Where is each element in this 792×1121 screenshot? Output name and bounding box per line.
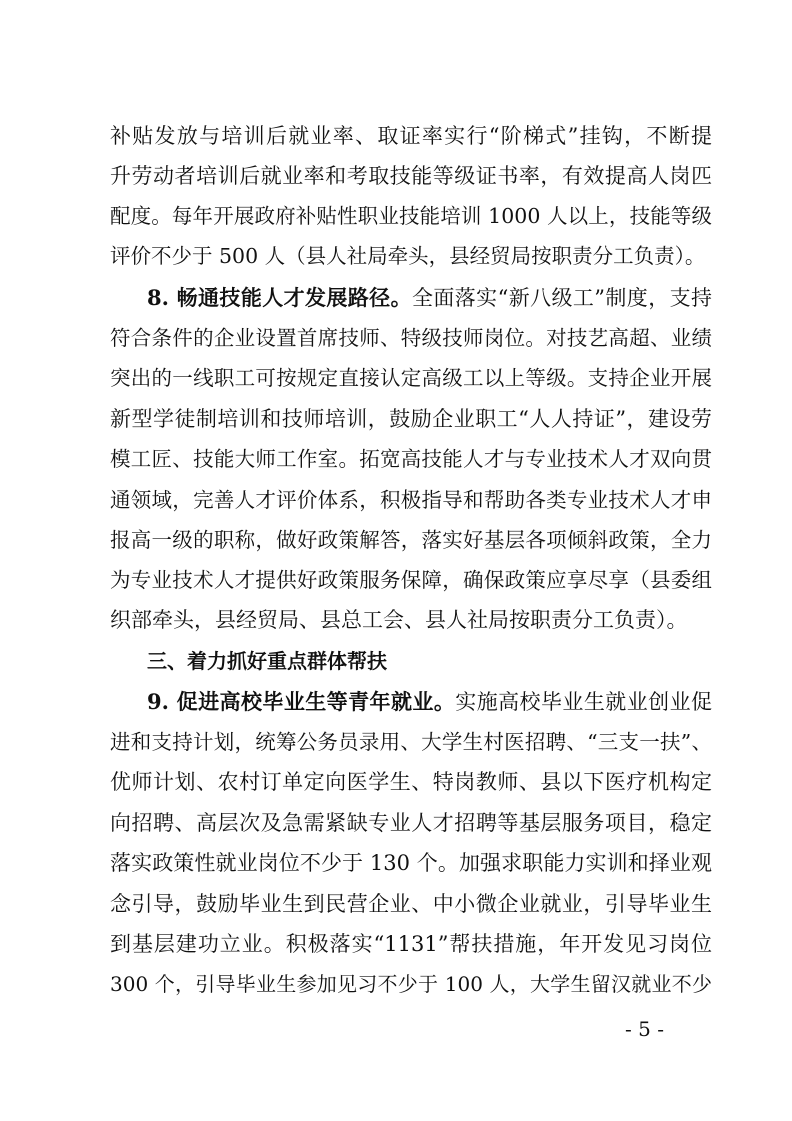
text-line: 进和支持计划，统筹公务员录用、大学生村医招聘、“三支一扶”、 [110, 730, 712, 754]
text-line: 为专业技术人才提供好政策服务保障，确保政策应享尽享（县委组 [110, 568, 712, 592]
section-9-first-line-text: 实施高校毕业生就业创业促 [455, 690, 713, 714]
section-8-first-line [147, 283, 712, 313]
section-heading: 三、着力抓好重点群体帮扶 [147, 649, 387, 673]
text-line: 评价不少于 500 人（县人社局牵头，县经贸局按职责分工负责）。 [110, 244, 706, 268]
text-line: 新型学徒制培训和技师培训，鼓励企业职工“人人持证”，建设劳 [110, 407, 712, 431]
text-line: 报高一级的职称，做好政策解答，落实好基层各项倾斜政策，全力 [110, 528, 712, 552]
text-line: 升劳动者培训后就业率和考取技能等级证书率，有效提高人岗匹 [110, 164, 712, 188]
text-line: 补贴发放与培训后就业率、取证率实行“阶梯式”挂钩，不断提 [110, 124, 712, 148]
section-8-title: 8. 畅通技能人才发展路径。 [147, 285, 412, 310]
text-line: 突出的一线职工可按规定直接认定高级工以上等级。支持企业开展 [110, 366, 712, 390]
text-line: 符合条件的企业设置首席技师、特级技师岗位。对技艺高超、业绩 [110, 326, 712, 350]
page-number: - 5 - [625, 1017, 664, 1041]
text-line: 模工匠、技能大师工作室。拓宽高技能人才与专业技术人才双向贯 [110, 447, 712, 471]
section-9-title: 9. 促进高校毕业生等青年就业。 [147, 689, 456, 714]
text-line: 落实政策性就业岗位不少于 130 个。加强求职能力实训和择业观 [110, 851, 712, 875]
text-line: 配度。每年开展政府补贴性职业技能培训 1000 人以上，技能等级 [110, 204, 712, 228]
text-line: 300 个，引导毕业生参加见习不少于 100 人，大学生留汉就业不少 [110, 972, 712, 996]
text-line: 念引导，鼓励毕业生到民营企业、中小微企业就业，引导毕业生 [110, 892, 712, 916]
text-line: 织部牵头，县经贸局、县总工会、县人社局按职责分工负责）。 [110, 608, 688, 632]
text-line: 优师计划、农村订单定向医学生、特岗教师、县以下医疗机构定 [110, 770, 712, 794]
section-9-first-line [147, 687, 712, 717]
text-line: 向招聘、高层次及急需紧缺专业人才招聘等基层服务项目，稳定 [110, 811, 712, 835]
section-8-first-line-text: 全面落实“新八级工”制度，支持 [411, 286, 712, 310]
text-line: 到基层建功立业。积极落实“1131”帮扶措施，年开发见习岗位 [110, 932, 712, 956]
text-line: 通领域，完善人才评价体系，积极指导和帮助各类专业技术人才申 [110, 488, 712, 512]
